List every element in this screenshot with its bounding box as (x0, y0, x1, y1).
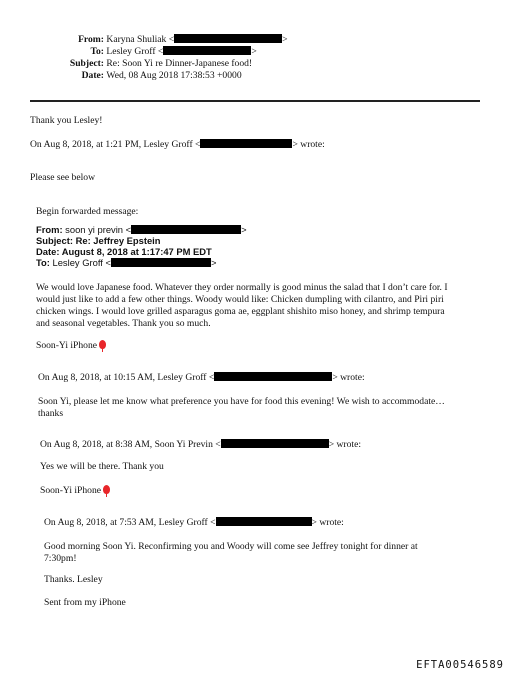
quote1-body (38, 396, 445, 420)
redaction-box (131, 225, 241, 234)
forwarded-header (36, 224, 247, 268)
forwarded-signature (36, 340, 106, 352)
redaction-box (216, 517, 312, 526)
signature-text: Soon-Yi iPhone (40, 485, 102, 496)
header-subject-value: Re: Soon Yi re Dinner-Japanese food! (106, 58, 253, 69)
email-header (34, 34, 288, 82)
header-to-close: > (251, 46, 257, 57)
redaction-box (163, 46, 251, 55)
reply-attribution-pre: On Aug 8, 2018, at 1:21 PM, Lesley Groff < (30, 139, 201, 150)
quote3-sent-from: Sent from my iPhone (44, 597, 126, 608)
forwarded-to-row (36, 257, 247, 268)
header-to-label: To: (90, 46, 104, 57)
forwarded-date-label: Date: (36, 246, 60, 257)
quote3-body (44, 541, 418, 565)
reply-body: Thank you Lesley! (30, 115, 103, 126)
quote1-attribution-pre: On Aug 8, 2018, at 10:15 AM, Lesley Groff < (38, 372, 215, 383)
forwarded-subject-label: Subject: (36, 235, 73, 246)
body-line: 7:30pm! (44, 553, 77, 564)
forwarded-intro: Begin forwarded message: (36, 206, 139, 217)
balloon-icon (103, 485, 110, 494)
forwarded-body (36, 282, 448, 330)
quote3-thanks: Thanks. Lesley (44, 574, 103, 585)
signature-text: Soon-Yi iPhone (36, 340, 98, 351)
redaction-box (111, 258, 211, 267)
quote3-attribution-pre: On Aug 8, 2018, at 7:53 AM, Lesley Groff < (44, 517, 216, 528)
header-to-row (34, 46, 288, 58)
reply2-body: Please see below (30, 172, 96, 183)
body-line: chicken wings. I would love grilled asparagus goma ae, eggplant shishito miso honey, and shrimp tempura (36, 306, 445, 317)
header-from-row (34, 34, 288, 46)
forwarded-to-label: To: (36, 257, 50, 268)
reply-attribution (30, 139, 325, 151)
forwarded-date-row (36, 246, 247, 257)
redaction-box (221, 439, 329, 448)
document-id: EFTA00546589 (416, 659, 504, 671)
quote2-attribution (40, 439, 361, 451)
header-date-row (34, 70, 288, 82)
balloon-icon (99, 340, 106, 349)
forwarded-from-value: soon yi previn < (65, 224, 132, 235)
forwarded-subject-value: Re: Jeffrey Epstein (75, 235, 161, 246)
body-line: Soon Yi, please let me know what preference you have for food this evening! We wish to accommodate… (38, 396, 445, 407)
header-from-close: > (282, 34, 288, 45)
body-line: Good morning Soon Yi. Reconfirming you and Woody will come see Jeffrey tonight for dinner at (44, 541, 418, 552)
header-from-value: Karyna Shuliak < (106, 34, 175, 45)
redaction-box (200, 139, 292, 148)
body-line: We would love Japanese food. Whatever they order normally is good minus the salad that I don’t care for. I (36, 282, 448, 293)
header-date-label: Date: (81, 70, 104, 81)
header-subject-label: Subject: (69, 58, 104, 69)
header-to-value: Lesley Groff < (106, 46, 164, 57)
redaction-box (214, 372, 332, 381)
forwarded-from-label: From: (36, 224, 63, 235)
quote2-attribution-post: > wrote: (328, 439, 362, 450)
forwarded-to-value: Lesley Groff < (52, 257, 111, 268)
quote2-signature (40, 485, 110, 497)
forwarded-from-close: > (241, 224, 247, 235)
body-line: and seasonal vegetables. Thank you so much. (36, 318, 211, 329)
header-date-value: Wed, 08 Aug 2018 17:38:53 +0000 (106, 70, 242, 81)
header-divider (30, 100, 480, 102)
body-line: would just like to add a few other things. Woody would like: Chicken dumpling with cilantro, and Piri piri (36, 294, 444, 305)
forwarded-from-row (36, 224, 247, 235)
quote1-attribution (38, 372, 365, 384)
forwarded-date-value: August 8, 2018 at 1:17:47 PM EDT (61, 246, 212, 257)
quote3-attribution-post: > wrote: (311, 517, 344, 528)
quote2-attribution-pre: On Aug 8, 2018, at 8:38 AM, Soon Yi Previn < (40, 439, 221, 450)
redaction-box (174, 34, 282, 43)
forwarded-subject-row (36, 235, 247, 246)
reply-attribution-post: > wrote: (292, 139, 325, 150)
forwarded-to-close: > (210, 257, 217, 268)
header-subject-row (34, 58, 288, 70)
quote2-body: Yes we will be there. Thank you (40, 461, 164, 472)
header-from-label: From: (78, 34, 104, 45)
body-line: thanks (38, 408, 64, 419)
quote1-attribution-post: > wrote: (332, 372, 365, 383)
quote3-attribution (44, 517, 344, 529)
